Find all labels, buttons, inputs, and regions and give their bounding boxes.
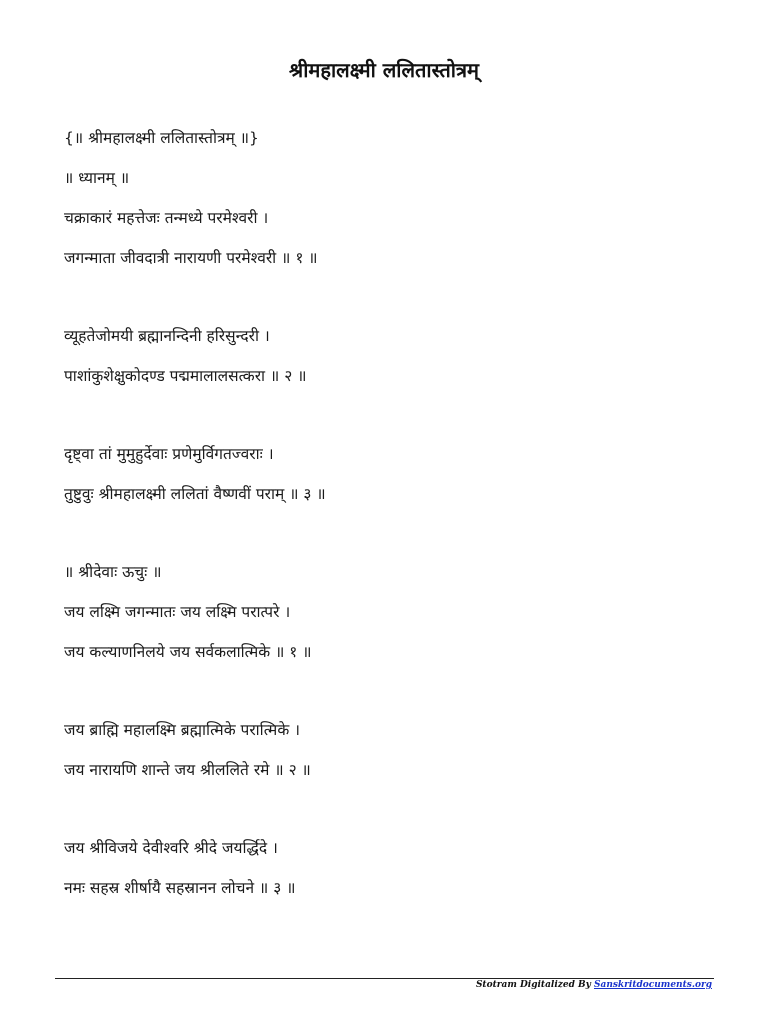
verse-line: व्यूहतेजोमयी ब्रह्मानन्दिनी हरिसुन्दरी । (64, 327, 270, 345)
section-heading: ॥ श्रीदेवाः ऊचुः ॥ (64, 563, 162, 581)
verse-line: नमः सहस्र शीर्षायै सहस्रानन लोचने ॥ ३ ॥ (64, 879, 296, 897)
footer-prefix: Stotram Digitalized By (475, 980, 594, 990)
stanza-gap (64, 524, 724, 562)
stanza-gap (64, 406, 724, 444)
footer-divider (55, 978, 714, 979)
page-title: श्रीमहालक्ष्मी ललितास्तोत्रम् (289, 58, 479, 82)
section-heading: ॥ ध्यानम् ॥ (64, 169, 130, 187)
stanza-gap (64, 682, 724, 720)
footer-credit (476, 980, 712, 990)
stanza-gap (64, 800, 724, 838)
verse-line: जय ब्राह्मि महालक्ष्मि ब्रह्मात्मिके परात्मिके । (64, 721, 301, 739)
verse-line: चक्राकारं महत्तेजः तन्मध्ये परमेश्वरी । (64, 209, 269, 227)
stanza-gap (64, 288, 724, 326)
verse-line: जगन्माता जीवदात्री नारायणी परमेश्वरी ॥ १ ॥ (64, 249, 318, 267)
verse-line: दृष्ट्वा तां मुमुहुर्देवाः प्रणेमुर्विगतज्वराः । (64, 445, 274, 463)
verse-line: जय नारायणि शान्ते जय श्रीललिते रमे ॥ २ ॥ (64, 761, 311, 779)
sanskritdocuments-link[interactable]: Sanskritdocuments.org (593, 980, 712, 990)
verse-line: पाशांकुशेक्षुकोदण्ड पद्ममालालसत्करा ॥ २ ॥ (64, 367, 307, 385)
verse-line: जय कल्याणनिलये जय सर्वकलात्मिके ॥ १ ॥ (64, 643, 312, 661)
verse-line: {॥ श्रीमहालक्ष्मी ललितास्तोत्रम् ॥} (64, 129, 259, 147)
verse-line: जय श्रीविजये देवीश्वरि श्रीदे जयर्द्धिदे । (64, 839, 278, 857)
stotram-body (64, 128, 724, 918)
verse-line: जय लक्ष्मि जगन्मातः जय लक्ष्मि परात्परे । (64, 603, 291, 621)
verse-line: तुष्टुवुः श्रीमहालक्ष्मी ललितां वैष्णवीं पराम् ॥ ३ ॥ (64, 485, 326, 503)
